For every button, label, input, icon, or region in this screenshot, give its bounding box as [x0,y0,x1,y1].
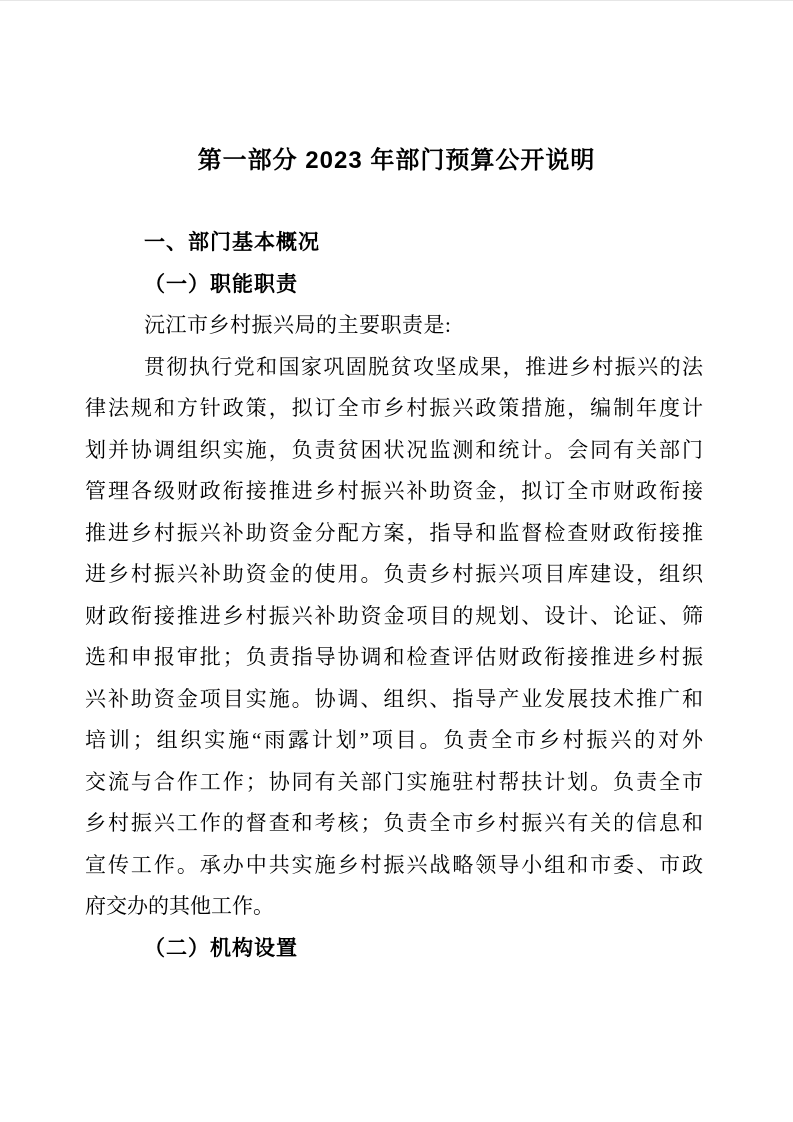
paragraph-line: 培训；组织实施“雨露计划”项目。负责全市乡村振兴的对外 [85,728,703,752]
paragraph-line: 推进乡村振兴补助资金分配方案，指导和监督检查财政衔接推 [85,520,703,545]
page-title: 第一部分 2023 年部门预算公开说明 [197,147,596,174]
paragraph-line: 财政衔接推进乡村振兴补助资金项目的规划、设计、论证、筛 [85,603,703,628]
paragraph-line: 贯彻执行党和国家巩固脱贫攻坚成果，推进乡村振兴的法 [144,354,703,379]
paragraph-line: 律法规和方针政策，拟订全市乡村振兴政策措施，编制年度计 [85,396,703,420]
subsection-heading-duties: （一）职能职责 [144,272,298,296]
paragraph-line: 乡村振兴工作的督查和考核；负责全市乡村振兴有关的信息和 [85,811,703,835]
section-heading: 一、部门基本概况 [144,231,320,254]
paragraph-line: 管理各级财政衔接推进乡村振兴补助资金，拟订全市财政衔接 [85,479,703,503]
paragraph-line: 划并协调组织实施，负责贫困状况监测和统计。会同有关部门 [85,437,703,462]
intro-line: 沅江市乡村振兴局的主要职责是: [144,313,452,337]
paragraph-line: 进乡村振兴补助资金的使用。负责乡村振兴项目库建设，组织 [85,562,703,586]
paragraph-line: 选和申报审批；负责指导协调和检查评估财政衔接推进乡村振 [85,645,703,669]
document-body [85,222,703,969]
paragraph-line: 府交办的其他工作。 [85,894,274,918]
paragraph-line: 宣传工作。承办中共实施乡村振兴战略领导小组和市委、市政 [85,852,703,877]
paragraph-line: 兴补助资金项目实施。协调、组织、指导产业发展技术推广和 [85,686,703,711]
paragraph-line: 交流与合作工作；协同有关部门实施驻村帮扶计划。负责全市 [85,769,703,794]
subsection-heading-organization: （二）机构设置 [144,936,298,960]
